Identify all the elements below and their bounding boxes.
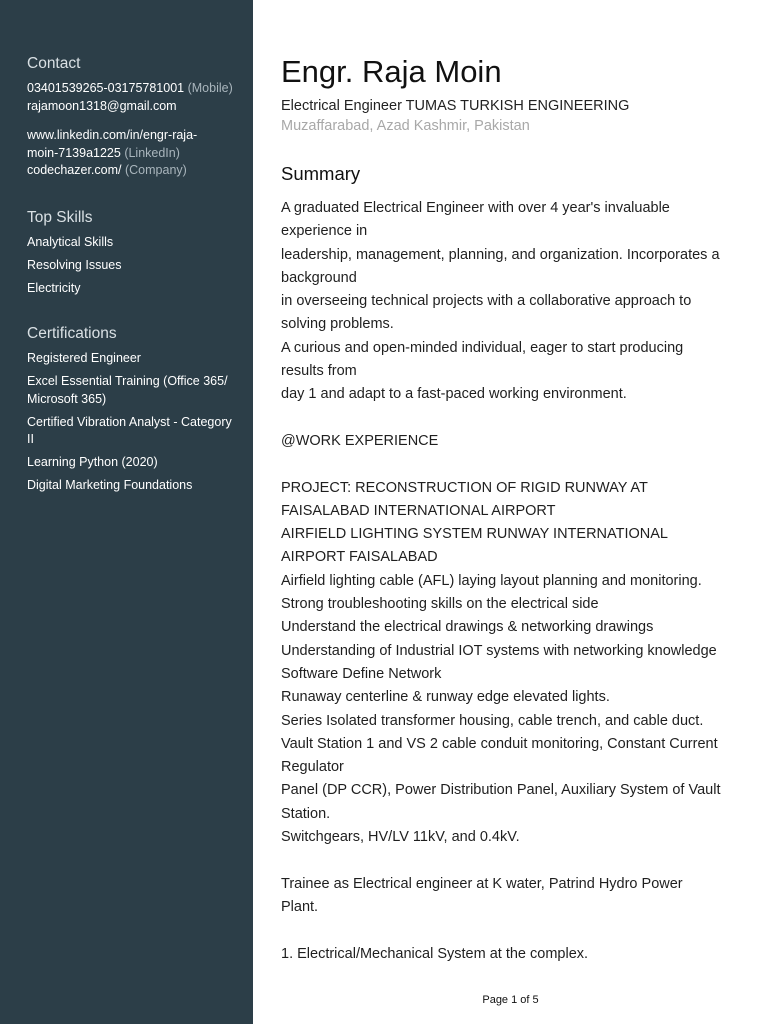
summary-line: solving problems. [281,316,394,333]
certification-line: Digital Marketing Foundations [27,478,193,492]
skills-section [27,209,245,303]
summary-line: Strong troubleshooting skills on the electrical side [281,596,599,613]
summary-line [281,453,751,476]
summary-line: leadership, management, planning, and organization. Incorporates a [281,246,720,263]
summary-line: Runaway centerline & runway edge elevated lights. [281,689,610,706]
summary-line: Understanding of Industrial IOT systems with networking knowledge [281,642,717,659]
summary-line: background [281,269,357,286]
contact-section [27,55,245,180]
certification-item [27,454,245,472]
certification-line: Learning Python (2020) [27,455,158,469]
summary-line: A curious and open-minded individual, eager to start producing [281,339,684,356]
linkedin-handle[interactable]: moin-7139a1225 [27,145,121,160]
summary-line: Understand the electrical drawings & networking drawings [281,619,654,636]
summary-line: Vault Station 1 and VS 2 cable conduit monitoring, Constant Current [281,735,718,752]
summary-line: Switchgears, HV/LV 11kV, and 0.4kV. [281,829,520,846]
summary-line: A graduated Electrical Engineer with over 4 year's invaluable [281,200,670,216]
profile-location: Muzaffarabad, Azad Kashmir, Pakistan [281,118,530,134]
summary-line [281,919,751,942]
certification-line: Microsoft 365) [27,391,107,406]
phone-tag: (Mobile) [187,81,233,95]
linkedin-link-line2[interactable] [27,145,245,163]
summary-line: Panel (DP CCR), Power Distribution Panel, Auxiliary System of Vault [281,782,721,799]
summary-body [281,197,751,966]
contact-heading: Contact [27,55,81,72]
summary-line: Trainee as Electrical engineer at K water, Patrind Hydro Power [281,875,683,892]
summary-line: results from [281,363,357,380]
skill-item: Electricity [27,281,81,295]
summary-line: Airfield lighting cable (AFL) laying layout planning and monitoring. [281,572,702,589]
summary-line: Station. [281,805,331,822]
certifications-section [27,325,245,500]
certification-item [27,414,245,449]
summary-line: 1. Electrical/Mechanical System at the complex. [281,945,589,962]
certification-item [27,373,245,408]
summary-heading: Summary [281,163,361,184]
summary-line: Plant. [281,898,319,915]
skills-heading: Top Skills [27,209,93,226]
phone-number: 03401539265-03175781001 [27,81,185,95]
certification-line: Certified Vibration Analyst - Category [27,414,232,429]
company-tag: (Company) [124,163,187,177]
skill-item: Analytical Skills [27,235,114,249]
sidebar [0,0,253,1024]
summary-line: PROJECT: RECONSTRUCTION OF RIGID RUNWAY AT [281,479,648,496]
summary-line [281,407,751,430]
profile-name: Engr. Raja Moin [281,54,502,89]
page-indicator: Page 1 of 5 [482,994,539,1006]
certification-line: II [27,432,34,446]
summary-line: Series Isolated transformer housing, cable trench, and cable duct. [281,712,704,729]
phone-line [27,80,245,98]
summary-line: FAISALABAD INTERNATIONAL AIRPORT [281,502,556,519]
skill-item: Resolving Issues [27,258,122,272]
certifications-heading: Certifications [27,325,117,342]
summary-line: AIRFIELD LIGHTING SYSTEM RUNWAY INTERNATIONAL [281,526,668,543]
linkedin-tag: (LinkedIn) [124,145,180,160]
certification-line: Registered Engineer [27,351,141,365]
email-link[interactable]: rajamoon1318@gmail.com [27,98,177,113]
company-link[interactable]: codechazer.com/ [27,163,122,177]
profile-headline: Electrical Engineer TUMAS TURKISH ENGINEERING [281,98,630,114]
summary-line: day 1 and adapt to a fast-paced working environment. [281,386,627,403]
summary-line: AIRPORT FAISALABAD [281,549,438,566]
certification-item [27,350,245,368]
company-line[interactable] [27,162,245,180]
summary-line [281,849,751,872]
summary-line: experience in [281,223,368,240]
certification-line: Excel Essential Training (Office 365/ [27,374,228,388]
certification-item [27,477,245,495]
summary-line: Regulator [281,759,344,776]
summary-line: @WORK EXPERIENCE [281,432,439,449]
spacer [27,115,245,127]
linkedin-link-line1[interactable]: www.linkedin.com/in/engr-raja- [27,128,198,142]
summary-line: in overseeing technical projects with a collaborative approach to [281,293,692,310]
summary-line: Software Define Network [281,665,442,682]
